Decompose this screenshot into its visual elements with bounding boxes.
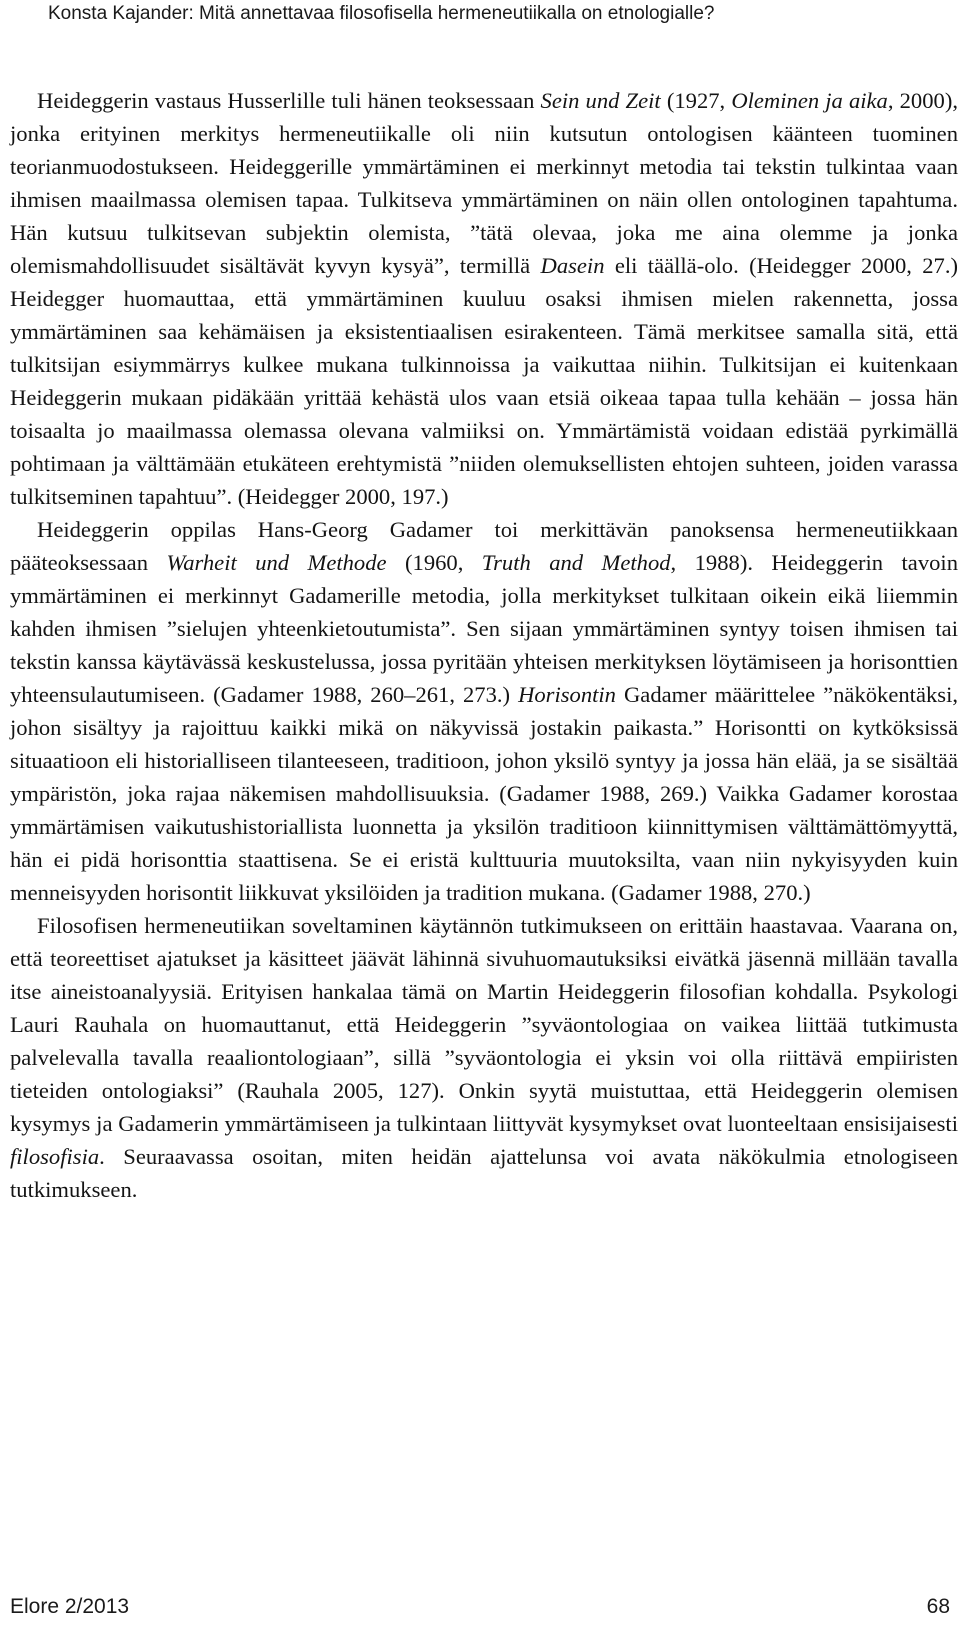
text-run: eli täällä-olo. (Heidegger 2000, 27.) Heidegger huomauttaa, että ymmärtäminen kuuluu osaksi ihmisen mielen rakennetta, jossa ymmärtäminen saa kehämäisen ja eksistentiaalisen esirakenteen. Tämä merkitsee samalla sitä, että tulkitsijan esiymmärrys kulkee mukana tulkinnoissa ja vaikuttaa niihin. Tulkitsijan ei kuitenkaan Heideggerin mukaan pidäkään yrittää kehästä ulos vaan etsiä oikeaa tapaa tulla kehään – jossa hän toisaalta jo maailmassa olemassa olevana valmiiksi on. Ymmärtämistä voidaan edistää pyrkimällä pohtimaan ja välttämään etukäteen erehtymistä ”niiden olemuksellisten ehtojen suhteen, joiden varassa tulkitseminen tapahtuu”. (Heidegger 2000, 197.)	[10, 253, 958, 509]
text-run: (1927,	[660, 88, 732, 113]
text-run: Heideggerin vastaus Husserlille tuli hänen teoksessaan	[37, 88, 541, 113]
book-title-sein-und-zeit: Sein und Zeit	[540, 88, 661, 113]
text-run: Filosofisen hermeneutiikan soveltaminen käytännön tutkimukseen on erittäin haastavaa. Vaarana on, että teoreettiset ajatukset ja käsitteet jäävät lähinnä sivuhuomautuksiksi eivätkä jäsennä millään tavalla itse aineistoanalyysiä. Erityisen hankalaa tämä on Martin Heideggerin filosofian kohdalla. Psykologi Lauri Rauhala on huomauttanut, että Heideggerin ”syväontologiaa on vaikea liittää tutkimusta palvelevalla tavalla reaaliontologiaan”, sillä ”syväontologia ei yksin voi olla riittävä empiiristen tieteiden ontologiaksi” (Rauhala 2005, 127). Onkin syytä muistuttaa, että Heideggerin olemisen kysymys ja Gadamerin ymmärtämiseen ja tulkintaan liittyvät kysymykset ovat luonteeltaan ensisijaisesti	[10, 913, 958, 1136]
text-run: , 2000), jonka erityinen merkitys hermeneutiikalle oli niin kutsutun ontologisen käänteen tuominen teorianmuodostukseen. Heideggerille ymmärtäminen ei merkinnyt metodia tai tekstin tulkintaa vaan ihmisen maailmassa olemisen tapaa. Tulkitseva ymmärtäminen on näin ollen ontologinen tapahtuma. Hän kutsuu tulkitsevan subjektin olemista, ”tätä olevaa, joka me aina olemme ja jonka olemismahdollisuudet sisältävät kyvyn kysyä”, termillä	[10, 88, 958, 278]
term-horisontin: Horisontin	[518, 682, 616, 707]
term-filosofisia: filosofisia	[10, 1144, 100, 1169]
journal-issue: Elore 2/2013	[10, 1595, 130, 1618]
page-number: 68	[926, 1595, 950, 1618]
text-run: , 1988). Heideggerin tavoin ymmärtäminen ei merkinnyt Gadamerille metodia, jolla merkitykset tulkitaan oikein eikä liiemmin kahden ihmisen ”sielujen yhteenkietoutumista”. Sen sijaan ymmärtäminen syntyy toisen ihmisen tai tekstin kanssa käytävässä keskustelussa, jossa pyritään yhteisen merkityksen löytämiseen ja horisonttien yhteensulautumiseen. (Gadamer 1988, 260–261, 273.)	[10, 550, 958, 707]
paragraph-heidegger	[10, 84, 958, 513]
text-run: . Seuraavassa osoitan, miten heidän ajattelunsa voi avata näkökulmia etnologiseen tutkimukseen.	[10, 1144, 958, 1202]
running-header: Konsta Kajander: Mitä annettavaa filosofisella hermeneutiikalla on etnologialle?	[48, 3, 715, 24]
term-dasein: Dasein	[540, 253, 605, 278]
book-title-warheit-und-methode: Warheit und Methode	[166, 550, 387, 575]
paragraph-application	[10, 909, 958, 1206]
text-run: Gadamer määrittelee ”näkökentäksi, johon sisältyy ja rajoittuu kaikki mikä on näkyvissä jostakin paikasta.” Horisontti on kytköksissä situaatioon eli historialliseen tilanteeseen, traditioon, johon yksilö syntyy ja jossa hän elää, ja se sisältää ympäristön, joka rajaa näkemisen mahdollisuuksia. (Gadamer 1988, 269.) Vaikka Gadamer korostaa ymmärtämisen vaikutushistoriallista luonnetta ja yksilön traditioon kiinnittymisen välttämättömyyttä, hän ei pidä horisonttia staattisena. Se ei eristä kulttuuria muutoksilta, vaan niin nykyisyyden kuin menneisyyden horisontit liikkuvat yksilöiden ja tradition mukana. (Gadamer 1988, 270.)	[10, 682, 959, 905]
text-run: (1960,	[386, 550, 482, 575]
book-title-truth-and-method: Truth and Method	[481, 550, 671, 575]
article-body	[10, 84, 958, 1206]
paragraph-gadamer	[10, 513, 958, 909]
text-run: Heideggerin oppilas Hans-Georg Gadamer toi merkittävän panoksensa hermeneutiikkaan pääteoksessaan	[10, 517, 958, 575]
book-title-oleminen-ja-aika: Oleminen ja aika	[731, 88, 888, 113]
